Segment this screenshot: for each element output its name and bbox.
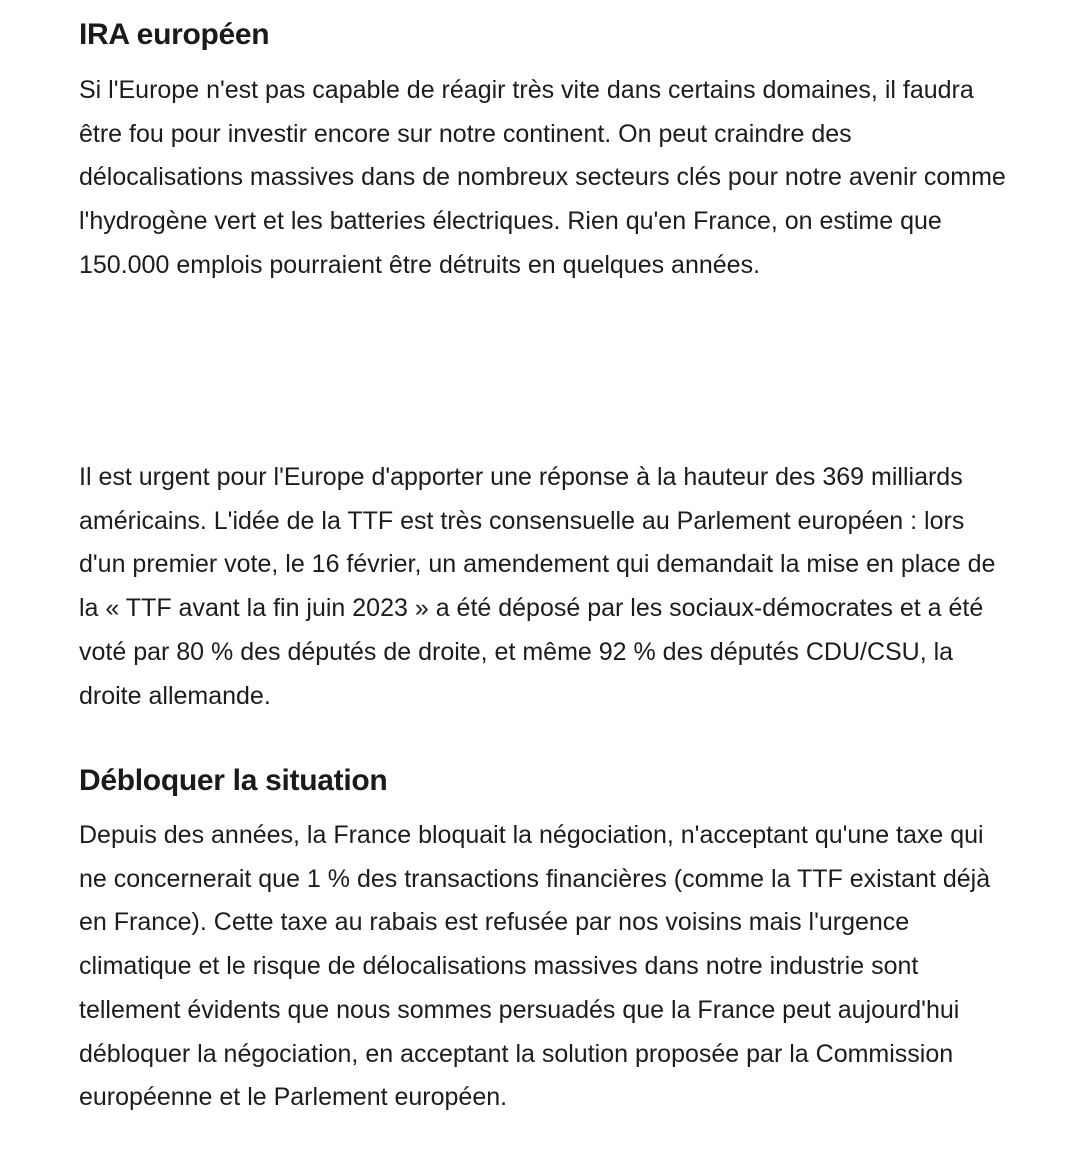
section-heading-ira-europeen: IRA européen <box>79 18 270 51</box>
section-heading-debloquer: Débloquer la situation <box>79 764 388 797</box>
paragraph-ttf-vote: Il est urgent pour l'Europe d'apporter une réponse à la hauteur des 369 milliards américains. L'idée de la TTF est très consensuelle au Parlement européen : lors d'un premier vote, le 16 février, un amendement qui demandait la mise en place de la « TTF avant la fin juin 2023 » a été déposé par les sociaux-démocrates et a été voté par 80 % des députés de droite, et même 92 % des députés CDU/CSU, la droite allemande. <box>79 463 996 710</box>
paragraph-negociation: Depuis des années, la France bloquait la négociation, n'acceptant qu'une taxe qui ne concernerait que 1 % des transactions financières (comme la TTF existant déjà en France). Cette taxe au rabais est refusée par nos voisins mais l'urgence climatique et le risque de délocalisations massives dans notre industrie sont tellement évidents que nous sommes persuadés que la France peut aujourd'hui débloquer la négociation, en acceptant la solution proposée par la Commission européenne et le Parlement européen. <box>79 821 991 1112</box>
paragraph-delocalisations: Si l'Europe n'est pas capable de réagir très vite dans certains domaines, il faudra être fou pour investir encore sur notre continent. On peut craindre des délocalisations massives dans de nombreux secteurs clés pour notre avenir comme l'hydrogène vert et les batteries électriques. Rien qu'en France, on estime que 150.000 emplois pourraient être détruits en quelques années. <box>79 76 1006 279</box>
